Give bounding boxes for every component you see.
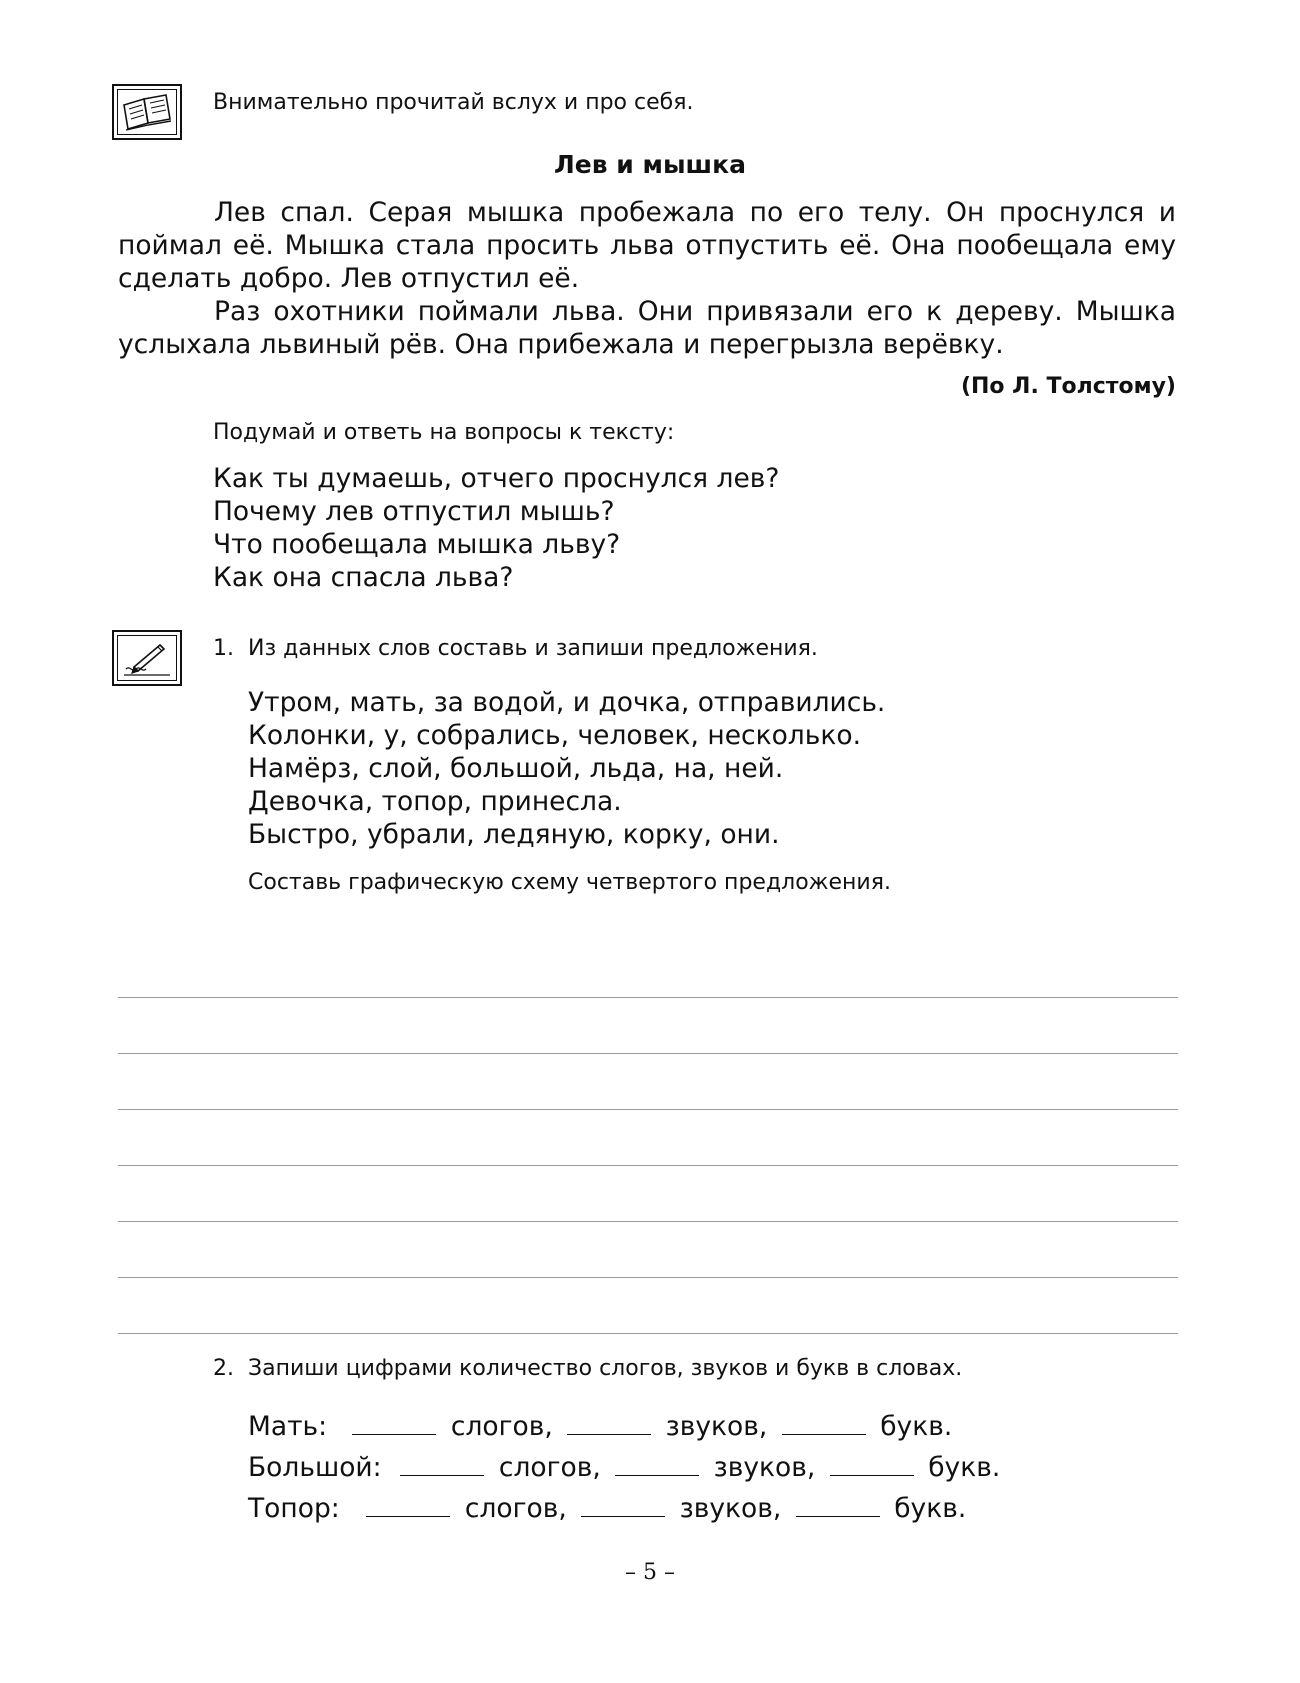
letters-label: букв. <box>880 1411 953 1442</box>
syllables-blank[interactable] <box>400 1453 484 1476</box>
letters-blank[interactable] <box>782 1412 866 1435</box>
word-label: Мать: <box>248 1411 328 1442</box>
word-group: Быстро, убрали, ледяную, корку, они. <box>248 819 780 850</box>
syllables-blank[interactable] <box>352 1412 436 1435</box>
word-label: Топор: <box>248 1493 340 1524</box>
story-text <box>118 196 1176 361</box>
page-number: – 5 – <box>625 1560 675 1585</box>
story-paragraph: Лев спал. Серая мышка пробежала по его телу. Он проснулся и поймал её. Мышка стала просить льва отпустить её. Она пообещала ему сделать добро. Лев отпустил её. <box>118 197 1176 294</box>
task2-instruction: Запиши цифрами количество слогов, звуков и букв в словах. <box>248 1356 963 1381</box>
letters-label: букв. <box>894 1493 967 1524</box>
syllables-label: слогов, <box>450 1411 553 1442</box>
letters-blank[interactable] <box>830 1453 914 1476</box>
question-item: Что пообещала мышка льву? <box>213 529 621 560</box>
sounds-label: звуков, <box>665 1411 768 1442</box>
letters-label: букв. <box>928 1452 1001 1483</box>
story-author: (По Л. Толстому) <box>960 374 1176 399</box>
counts-table <box>248 1406 1000 1529</box>
sounds-label: звуков, <box>679 1493 782 1524</box>
word-group: Колонки, у, собрались, человек, несколько. <box>248 720 861 751</box>
syllables-label: слогов, <box>464 1493 567 1524</box>
questions-list <box>213 462 779 594</box>
writing-line[interactable] <box>118 1110 1178 1166</box>
word-group: Утром, мать, за водой, и дочка, отправились. <box>248 687 886 718</box>
word-group: Девочка, топор, принесла. <box>248 786 622 817</box>
sounds-blank[interactable] <box>567 1412 651 1435</box>
counts-row <box>248 1447 1000 1488</box>
writing-line[interactable] <box>118 1222 1178 1278</box>
word-label: Большой: <box>248 1452 382 1483</box>
letters-blank[interactable] <box>796 1494 880 1517</box>
open-book-icon <box>112 84 182 140</box>
story-title: Лев и мышка <box>554 150 746 179</box>
task2-number: 2. <box>213 1356 234 1381</box>
scheme-instruction: Составь графическую схему четвертого предложения. <box>248 870 891 895</box>
writing-line[interactable] <box>118 998 1178 1054</box>
questions-intro: Подумай и ответь на вопросы к тексту: <box>213 420 675 445</box>
task1-number: 1. <box>213 636 234 661</box>
reading-instruction: Внимательно прочитай вслух и про себя. <box>213 90 694 115</box>
writing-lines[interactable] <box>118 942 1178 1334</box>
word-group: Намёрз, слой, большой, льда, на, ней. <box>248 753 784 784</box>
writing-line[interactable] <box>118 1166 1178 1222</box>
sounds-label: звуков, <box>713 1452 816 1483</box>
pen-writing-icon <box>112 630 182 686</box>
syllables-blank[interactable] <box>366 1494 450 1517</box>
counts-row <box>248 1488 1000 1529</box>
story-paragraph: Раз охотники поймали льва. Они привязали его к дереву. Мышка услыхала львиный рёв. Она прибежала и перегрызла верёвку. <box>118 296 1176 360</box>
task1-instruction: Из данных слов составь и запиши предложения. <box>248 636 818 661</box>
writing-line[interactable] <box>118 942 1178 998</box>
writing-line[interactable] <box>118 1278 1178 1334</box>
word-groups-list <box>248 686 885 851</box>
sounds-blank[interactable] <box>615 1453 699 1476</box>
counts-row <box>248 1406 1000 1447</box>
syllables-label: слогов, <box>498 1452 601 1483</box>
question-item: Почему лев отпустил мышь? <box>213 496 615 527</box>
sounds-blank[interactable] <box>581 1494 665 1517</box>
question-item: Как ты думаешь, отчего проснулся лев? <box>213 463 780 494</box>
question-item: Как она спасла льва? <box>213 562 514 593</box>
writing-line[interactable] <box>118 1054 1178 1110</box>
